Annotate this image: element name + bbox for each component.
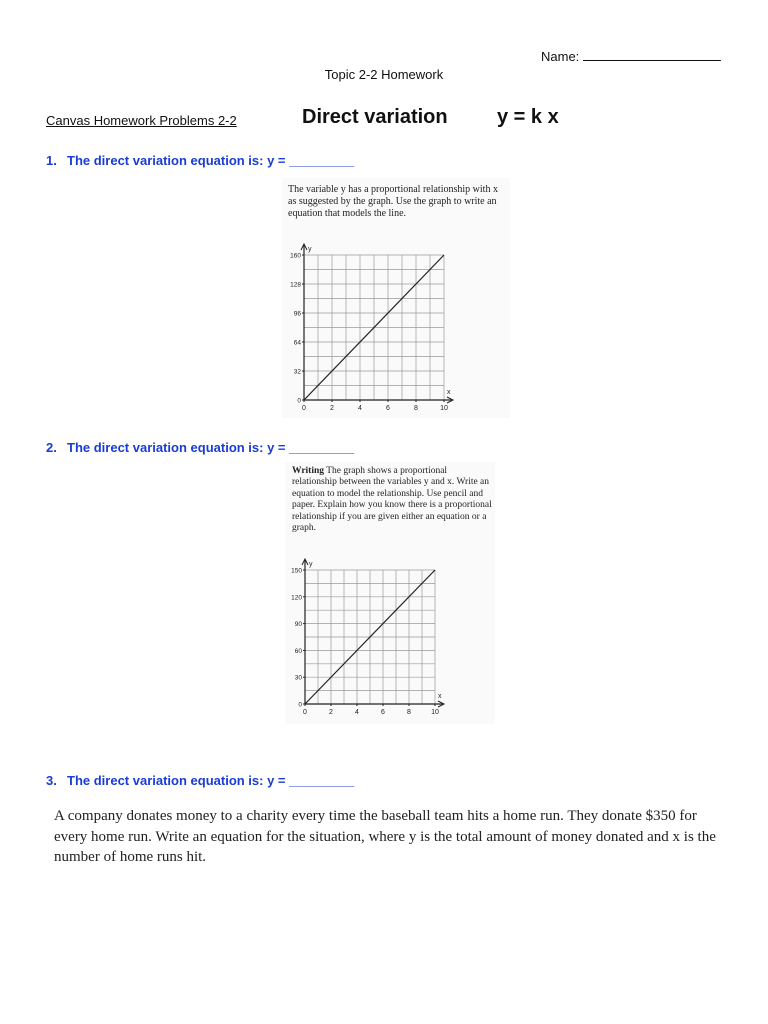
x-tick-label: 2 bbox=[329, 709, 333, 716]
question-number: 3. bbox=[46, 773, 57, 788]
y-axis-label: y bbox=[309, 561, 313, 568]
graph-1 bbox=[282, 240, 510, 418]
page-title: Direct variation bbox=[302, 106, 448, 128]
question-3-prompt bbox=[46, 773, 354, 788]
question-text: The direct variation equation is: y = _________ bbox=[67, 153, 355, 168]
x-tick-label: 4 bbox=[358, 405, 362, 412]
y-tick-label: 90 bbox=[294, 621, 302, 629]
problem-1-text: The variable y has a proportional relationship with x as suggested by the graph. Use the graph to write an equation that models the line. bbox=[288, 184, 498, 219]
canvas-homework-label: Canvas Homework Problems 2-2 bbox=[46, 113, 237, 128]
x-tick-label: 10 bbox=[440, 405, 448, 412]
x-axis-label: x bbox=[438, 693, 442, 700]
y-tick-label: 120 bbox=[291, 594, 302, 602]
question-text: The direct variation equation is: y = _________ bbox=[67, 440, 355, 455]
graph-2 bbox=[285, 554, 495, 724]
problem-3-text: A company donates money to a charity every time the baseball team hits a home run. They donate $350 for every home run. Write an equation for the situation, where y is the total amount of money donated and x is the number of home runs hit. bbox=[54, 808, 716, 865]
problem-2-scan bbox=[285, 462, 495, 724]
y-tick-label: 0 bbox=[298, 701, 302, 709]
problem-2-text bbox=[292, 466, 492, 534]
x-tick-label: 6 bbox=[381, 709, 385, 716]
problem-1-scan bbox=[282, 178, 510, 418]
x-tick-label: 0 bbox=[303, 709, 307, 716]
y-tick-label: 30 bbox=[294, 674, 302, 682]
formula: y = k x bbox=[497, 106, 559, 128]
x-tick-label: 10 bbox=[431, 709, 439, 716]
y-tick-label: 60 bbox=[294, 647, 302, 655]
x-tick-label: 8 bbox=[414, 405, 418, 412]
y-tick-label: 160 bbox=[290, 252, 301, 260]
x-tick-label: 0 bbox=[302, 405, 306, 412]
x-axis-label: x bbox=[447, 389, 451, 396]
y-tick-label: 0 bbox=[297, 397, 301, 405]
y-tick-label: 150 bbox=[291, 567, 302, 575]
y-tick-label: 32 bbox=[293, 368, 301, 376]
y-tick-label: 128 bbox=[290, 281, 301, 289]
name-blank[interactable] bbox=[583, 48, 721, 61]
question-2-prompt bbox=[46, 440, 354, 455]
x-tick-label: 6 bbox=[386, 405, 390, 412]
x-tick-label: 4 bbox=[355, 709, 359, 716]
y-tick-label: 64 bbox=[293, 339, 301, 347]
x-tick-label: 2 bbox=[330, 405, 334, 412]
question-1-prompt bbox=[46, 153, 354, 168]
name-label: Name: bbox=[541, 49, 580, 64]
page-topic: Topic 2-2 Homework bbox=[324, 67, 444, 82]
x-tick-label: 8 bbox=[407, 709, 411, 716]
question-number: 1. bbox=[46, 153, 57, 168]
problem-2-body: The graph shows a proportional relationship between the variables y and x. Write an equation to model the relationship. Use pencil and paper. Explain how you know there is a proportional relationship if you are given either an equation or a graph. bbox=[292, 466, 492, 534]
y-axis-label: y bbox=[308, 246, 312, 253]
question-number: 2. bbox=[46, 440, 57, 455]
problem-2-lead: Writing bbox=[292, 466, 325, 476]
y-tick-label: 96 bbox=[293, 310, 301, 318]
name-field bbox=[541, 48, 721, 64]
question-text: The direct variation equation is: y = _________ bbox=[67, 773, 355, 788]
